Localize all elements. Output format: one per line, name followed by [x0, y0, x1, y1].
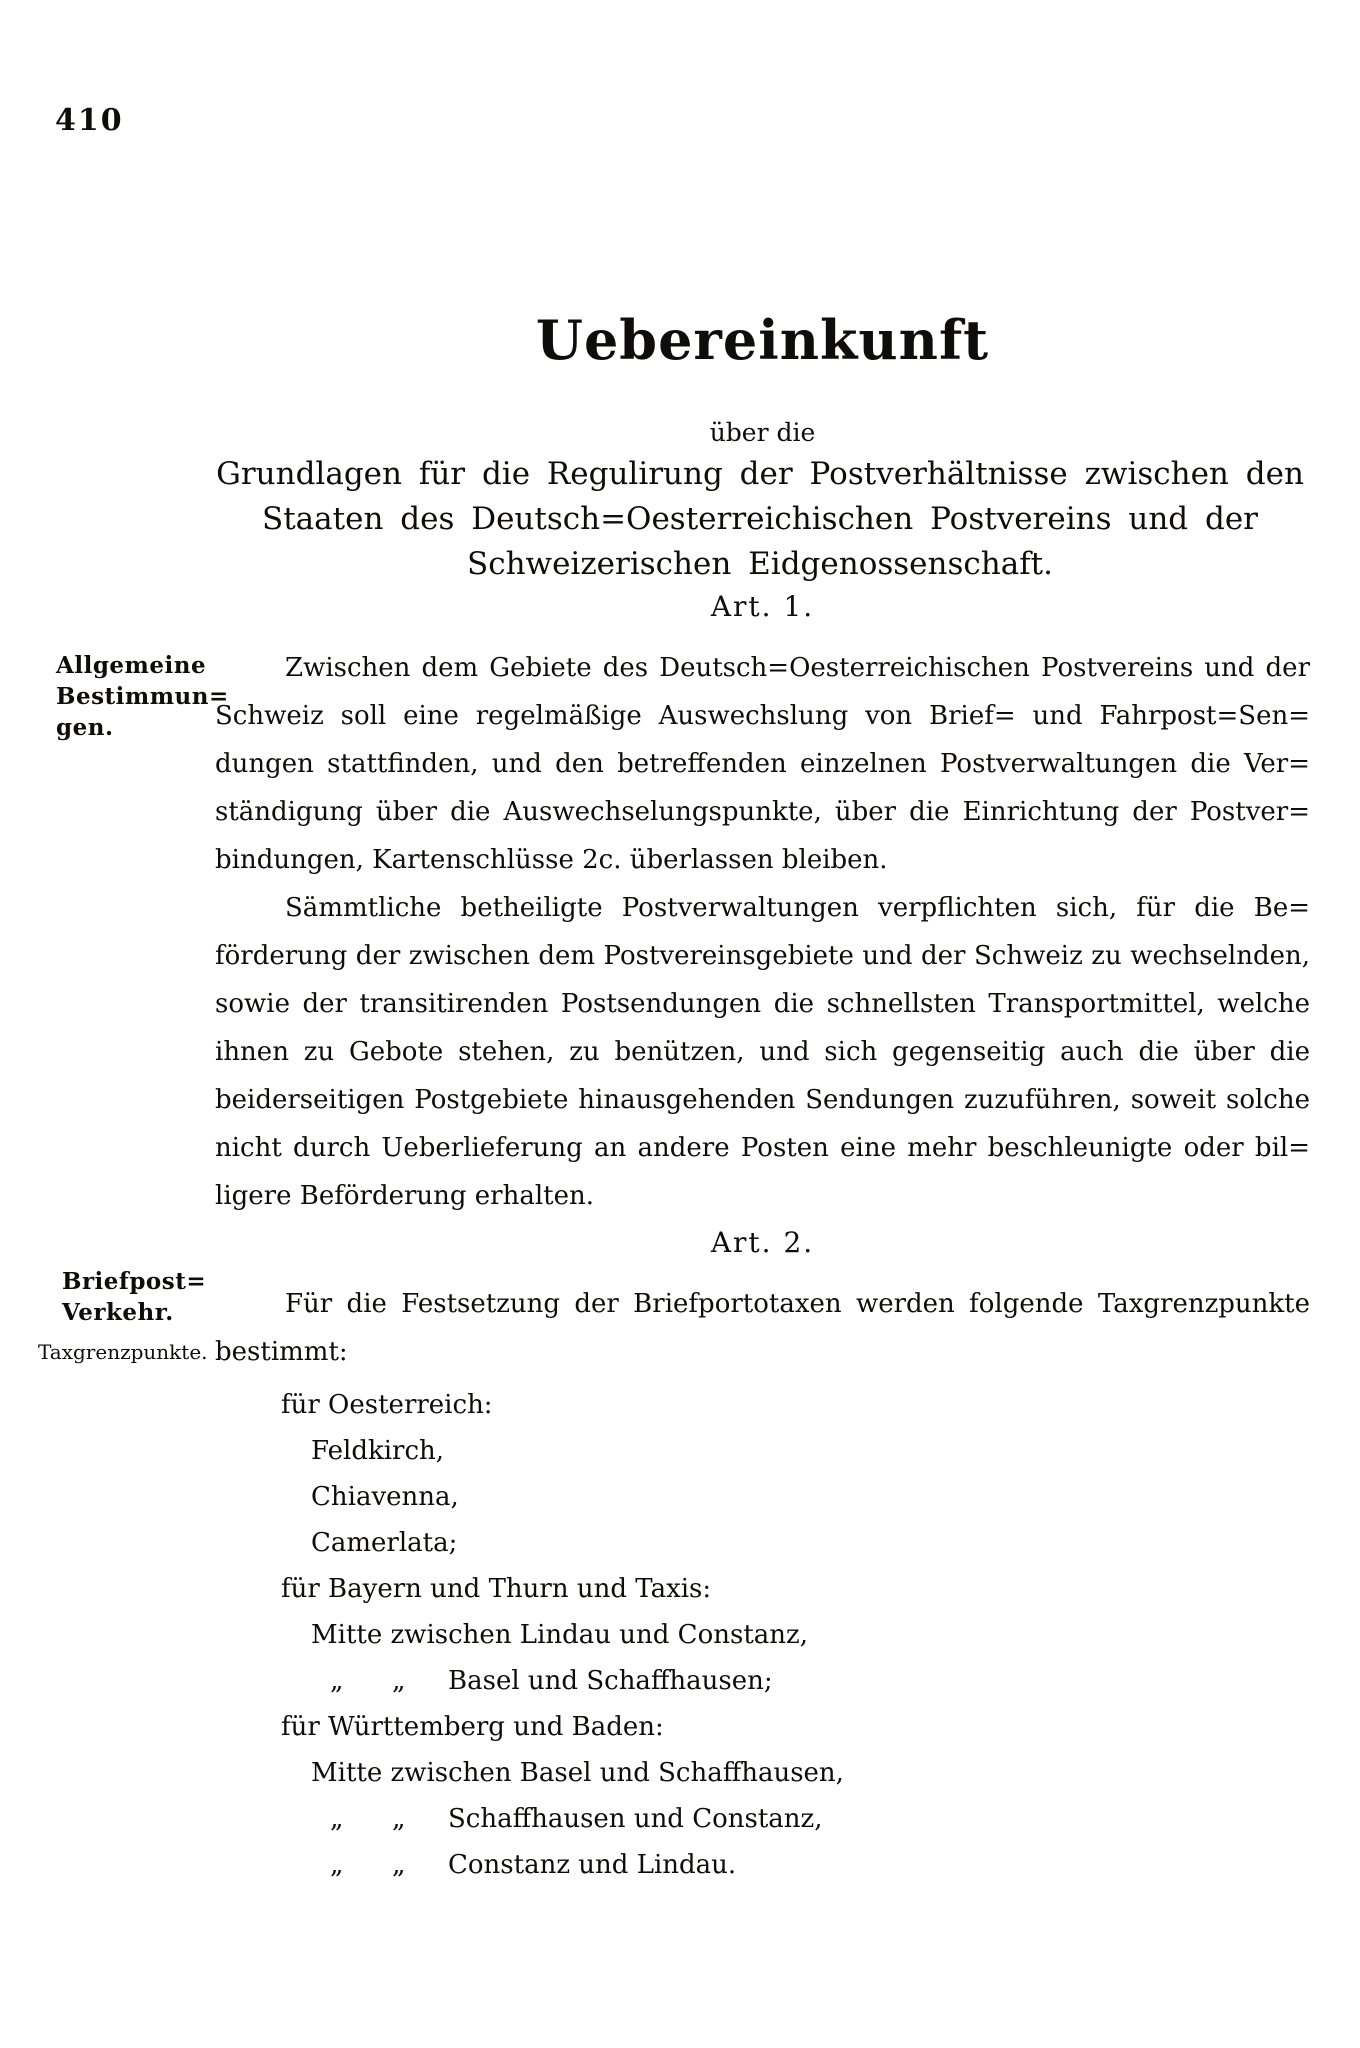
subtitle-line: Schweizerischen Eidgenossenschaft.	[466, 546, 1053, 582]
subtitle-line: Staaten des Deutsch=Oesterreichischen Postvereins und der	[261, 501, 1258, 537]
text-line: Für die Festsetzung der Briefportotaxen werden folgende Taxgrenzpunkte	[285, 1289, 1310, 1319]
margin-note-allgemeine-bestimmungen	[56, 650, 229, 743]
page-number: 410	[55, 103, 124, 138]
article-1-paragraph-1	[215, 644, 1310, 884]
document-title: Uebereinkunft	[535, 308, 990, 372]
margin-note-taxgrenzpunkte: Taxgrenzpunkte.	[38, 1340, 208, 1364]
text-line: beiderseitigen Postgebiete hinausgehenden Sendungen zuzuführen, soweit solche	[215, 1085, 1310, 1115]
document-title-intro: über die	[709, 418, 816, 447]
margin-note-line: gen.	[56, 714, 114, 741]
ditto-mark: „	[330, 1804, 344, 1834]
tax-region: für Württemberg und Baden:	[281, 1712, 664, 1742]
ditto-mark: „	[330, 1850, 344, 1880]
text-line: sowie der transitirenden Postsendungen die schnellsten Transportmittel, welche	[215, 989, 1310, 1019]
margin-note-line: Verkehr.	[62, 1299, 174, 1326]
tax-boundary-point-list	[215, 1382, 1310, 1888]
tax-place-ditto	[215, 1658, 1310, 1704]
ditto-mark: „	[392, 1850, 406, 1880]
tax-place-ditto	[215, 1842, 1310, 1888]
ditto-mark: „	[330, 1666, 344, 1696]
tax-region: für Oesterreich:	[281, 1390, 493, 1420]
margin-note-line: Allgemeine	[56, 652, 207, 679]
article-2-paragraph	[215, 1280, 1310, 1376]
margin-note-line: Briefpost=	[62, 1268, 207, 1295]
text-line: nicht durch Ueberlieferung an andere Posten eine mehr beschleunigte oder bil=	[215, 1133, 1310, 1163]
tax-place-text: Constanz und Lindau.	[448, 1850, 737, 1880]
text-line: dungen stattfinden, und den betreffenden einzelnen Postverwaltungen die Ver=	[215, 749, 1310, 779]
subtitle-line: Grundlagen für die Regulirung der Postverhältnisse zwischen den	[216, 456, 1304, 492]
tax-place: Camerlata;	[311, 1528, 458, 1558]
margin-note-briefpost-verkehr	[62, 1266, 232, 1328]
text-line: Zwischen dem Gebiete des Deutsch=Oesterreichischen Postvereins und der	[285, 653, 1310, 683]
text-line: bindungen, Kartenschlüsse 2c. überlassen bleiben.	[215, 845, 888, 875]
article-1-heading: Art. 1.	[710, 590, 815, 623]
text-line: ihnen zu Gebote stehen, zu benützen, und sich gegenseitig auch die über die	[215, 1037, 1310, 1067]
tax-place-ditto	[215, 1796, 1310, 1842]
tax-place: Mitte zwischen Lindau und Constanz,	[311, 1620, 808, 1650]
text-line: ständigung über die Auswechselungspunkte, über die Einrichtung der Postver=	[215, 797, 1310, 827]
document-subtitle	[160, 452, 1360, 587]
text-line: bestimmt:	[215, 1337, 348, 1367]
ditto-mark: „	[392, 1666, 406, 1696]
margin-note-line: Bestimmun=	[56, 683, 229, 710]
tax-place-text: Schaffhausen und Constanz,	[448, 1804, 823, 1834]
ditto-mark: „	[392, 1804, 406, 1834]
text-line: Sämmtliche betheiligte Postverwaltungen verpflichten sich, für die Be=	[285, 893, 1310, 923]
tax-place-text: Basel und Schaffhausen;	[448, 1666, 773, 1696]
article-2-heading: Art. 2.	[710, 1226, 815, 1259]
tax-region: für Bayern und Thurn und Taxis:	[281, 1574, 712, 1604]
text-line: ligere Beförderung erhalten.	[215, 1181, 595, 1211]
text-line: förderung der zwischen dem Postvereinsgebiete und der Schweiz zu wechselnden,	[215, 941, 1310, 971]
tax-place: Mitte zwischen Basel und Schaffhausen,	[311, 1758, 844, 1788]
text-line: Schweiz soll eine regelmäßige Auswechslung von Brief= und Fahrpost=Sen=	[215, 701, 1310, 731]
tax-place: Chiavenna,	[311, 1482, 459, 1512]
article-1-paragraph-2	[215, 884, 1310, 1220]
tax-place: Feldkirch,	[311, 1436, 445, 1466]
